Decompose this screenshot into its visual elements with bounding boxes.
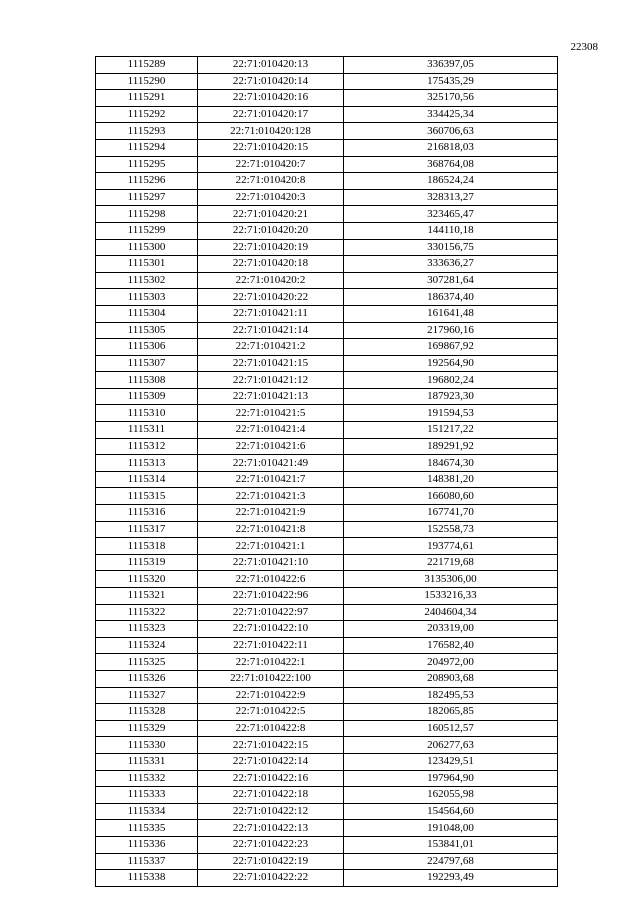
cadastral-value-cell: 217960,16 xyxy=(344,322,558,339)
row-number-cell: 1115333 xyxy=(96,787,198,804)
cadastral-value-cell: 123429,51 xyxy=(344,753,558,770)
row-number-cell: 1115316 xyxy=(96,505,198,522)
table-row xyxy=(96,870,558,887)
cadastral-value-cell: 189291,92 xyxy=(344,438,558,455)
cadastral-number-cell: 22:71:010421:7 xyxy=(198,471,344,488)
cadastral-value-cell: 192564,90 xyxy=(344,355,558,372)
cadastral-value-cell: 162055,98 xyxy=(344,787,558,804)
table-row xyxy=(96,770,558,787)
cadastral-value-cell: 328313,27 xyxy=(344,189,558,206)
cadastral-value-cell: 153841,01 xyxy=(344,836,558,853)
table-row xyxy=(96,670,558,687)
row-number-cell: 1115304 xyxy=(96,305,198,322)
cadastral-value-cell: 206277,63 xyxy=(344,737,558,754)
cadastral-value-cell: 182495,53 xyxy=(344,687,558,704)
row-number-cell: 1115299 xyxy=(96,222,198,239)
row-number-cell: 1115314 xyxy=(96,471,198,488)
cadastral-value-cell: 151217,22 xyxy=(344,422,558,439)
table-row xyxy=(96,704,558,721)
row-number-cell: 1115289 xyxy=(96,57,198,74)
row-number-cell: 1115298 xyxy=(96,206,198,223)
cadastral-number-cell: 22:71:010420:18 xyxy=(198,256,344,273)
cadastral-value-cell: 203319,00 xyxy=(344,621,558,638)
cadastral-number-cell: 22:71:010420:16 xyxy=(198,90,344,107)
row-number-cell: 1115297 xyxy=(96,189,198,206)
table-row xyxy=(96,438,558,455)
table-body xyxy=(96,57,558,887)
cadastral-number-cell: 22:71:010422:6 xyxy=(198,571,344,588)
cadastral-value-cell: 325170,56 xyxy=(344,90,558,107)
table-row xyxy=(96,422,558,439)
table-row xyxy=(96,322,558,339)
cadastral-number-cell: 22:71:010422:22 xyxy=(198,870,344,887)
cadastral-value-cell: 176582,40 xyxy=(344,637,558,654)
table-row xyxy=(96,339,558,356)
table-row xyxy=(96,637,558,654)
table-row xyxy=(96,189,558,206)
row-number-cell: 1115331 xyxy=(96,753,198,770)
cadastral-number-cell: 22:71:010422:5 xyxy=(198,704,344,721)
cadastral-number-cell: 22:71:010422:13 xyxy=(198,820,344,837)
table-row xyxy=(96,57,558,74)
row-number-cell: 1115293 xyxy=(96,123,198,140)
table-row xyxy=(96,106,558,123)
cadastral-value-cell: 221719,68 xyxy=(344,554,558,571)
table-row xyxy=(96,256,558,273)
cadastral-number-cell: 22:71:010420:20 xyxy=(198,222,344,239)
cadastral-value-cell: 368764,08 xyxy=(344,156,558,173)
cadastral-number-cell: 22:71:010422:23 xyxy=(198,836,344,853)
cadastral-value-cell: 334425,34 xyxy=(344,106,558,123)
row-number-cell: 1115334 xyxy=(96,803,198,820)
row-number-cell: 1115309 xyxy=(96,388,198,405)
table-row xyxy=(96,239,558,256)
table-row xyxy=(96,173,558,190)
cadastral-number-cell: 22:71:010421:4 xyxy=(198,422,344,439)
row-number-cell: 1115323 xyxy=(96,621,198,638)
cadastral-value-cell: 186374,40 xyxy=(344,289,558,306)
table-row xyxy=(96,720,558,737)
table-row xyxy=(96,372,558,389)
cadastral-number-cell: 22:71:010420:8 xyxy=(198,173,344,190)
cadastral-number-cell: 22:71:010421:3 xyxy=(198,488,344,505)
cadastral-value-cell: 144110,18 xyxy=(344,222,558,239)
row-number-cell: 1115303 xyxy=(96,289,198,306)
cadastral-value-cell: 187923,30 xyxy=(344,388,558,405)
row-number-cell: 1115302 xyxy=(96,272,198,289)
row-number-cell: 1115307 xyxy=(96,355,198,372)
table-row xyxy=(96,405,558,422)
row-number-cell: 1115308 xyxy=(96,372,198,389)
row-number-cell: 1115326 xyxy=(96,670,198,687)
cadastral-number-cell: 22:71:010420:17 xyxy=(198,106,344,123)
table-row xyxy=(96,139,558,156)
cadastral-number-cell: 22:71:010422:96 xyxy=(198,588,344,605)
table-row xyxy=(96,820,558,837)
row-number-cell: 1115305 xyxy=(96,322,198,339)
row-number-cell: 1115320 xyxy=(96,571,198,588)
cadastral-number-cell: 22:71:010422:9 xyxy=(198,687,344,704)
cadastral-number-cell: 22:71:010421:2 xyxy=(198,339,344,356)
row-number-cell: 1115325 xyxy=(96,654,198,671)
cadastral-number-cell: 22:71:010421:1 xyxy=(198,538,344,555)
row-number-cell: 1115296 xyxy=(96,173,198,190)
table-row xyxy=(96,505,558,522)
cadastral-number-cell: 22:71:010420:2 xyxy=(198,272,344,289)
table-row xyxy=(96,222,558,239)
row-number-cell: 1115322 xyxy=(96,604,198,621)
row-number-cell: 1115290 xyxy=(96,73,198,90)
cadastral-number-cell: 22:71:010420:7 xyxy=(198,156,344,173)
cadastral-value-cell: 1533216,33 xyxy=(344,588,558,605)
cadastral-value-cell: 192293,49 xyxy=(344,870,558,887)
table-row xyxy=(96,687,558,704)
cadastral-value-cell: 3135306,00 xyxy=(344,571,558,588)
row-number-cell: 1115335 xyxy=(96,820,198,837)
cadastral-value-cell: 307281,64 xyxy=(344,272,558,289)
cadastral-value-cell: 360706,63 xyxy=(344,123,558,140)
row-number-cell: 1115310 xyxy=(96,405,198,422)
cadastral-value-cell: 208903,68 xyxy=(344,670,558,687)
row-number-cell: 1115338 xyxy=(96,870,198,887)
cadastral-number-cell: 22:71:010420:128 xyxy=(198,123,344,140)
row-number-cell: 1115319 xyxy=(96,554,198,571)
row-number-cell: 1115315 xyxy=(96,488,198,505)
table-row xyxy=(96,272,558,289)
cadastral-number-cell: 22:71:010421:11 xyxy=(198,305,344,322)
table-row xyxy=(96,206,558,223)
row-number-cell: 1115332 xyxy=(96,770,198,787)
table-row xyxy=(96,156,558,173)
table-row xyxy=(96,787,558,804)
row-number-cell: 1115295 xyxy=(96,156,198,173)
cadastral-value-cell: 323465,47 xyxy=(344,206,558,223)
cadastral-number-cell: 22:71:010422:16 xyxy=(198,770,344,787)
cadastral-number-cell: 22:71:010422:11 xyxy=(198,637,344,654)
cadastral-value-cell: 224797,68 xyxy=(344,853,558,870)
cadastral-number-cell: 22:71:010422:100 xyxy=(198,670,344,687)
table-row xyxy=(96,488,558,505)
cadastral-value-cell: 161641,48 xyxy=(344,305,558,322)
cadastral-value-cell: 216818,03 xyxy=(344,139,558,156)
cadastral-value-cell: 167741,70 xyxy=(344,505,558,522)
cadastral-value-cell: 336397,05 xyxy=(344,57,558,74)
row-number-cell: 1115330 xyxy=(96,737,198,754)
cadastral-value-cell: 197964,90 xyxy=(344,770,558,787)
cadastral-number-cell: 22:71:010422:15 xyxy=(198,737,344,754)
cadastral-number-cell: 22:71:010420:3 xyxy=(198,189,344,206)
table-row xyxy=(96,455,558,472)
cadastral-number-cell: 22:71:010420:19 xyxy=(198,239,344,256)
table-row xyxy=(96,604,558,621)
page-number: 22308 xyxy=(570,41,598,53)
row-number-cell: 1115292 xyxy=(96,106,198,123)
cadastral-number-cell: 22:71:010421:13 xyxy=(198,388,344,405)
cadastral-value-cell: 154564,60 xyxy=(344,803,558,820)
cadastral-value-cell: 169867,92 xyxy=(344,339,558,356)
cadastral-value-cell: 191048,00 xyxy=(344,820,558,837)
table-row xyxy=(96,289,558,306)
row-number-cell: 1115337 xyxy=(96,853,198,870)
cadastral-value-table xyxy=(95,56,558,887)
row-number-cell: 1115312 xyxy=(96,438,198,455)
cadastral-number-cell: 22:71:010422:1 xyxy=(198,654,344,671)
table-row xyxy=(96,654,558,671)
cadastral-number-cell: 22:71:010422:10 xyxy=(198,621,344,638)
cadastral-value-cell: 191594,53 xyxy=(344,405,558,422)
cadastral-number-cell: 22:71:010421:10 xyxy=(198,554,344,571)
row-number-cell: 1115313 xyxy=(96,455,198,472)
row-number-cell: 1115311 xyxy=(96,422,198,439)
table-row xyxy=(96,521,558,538)
table-row xyxy=(96,853,558,870)
cadastral-number-cell: 22:71:010420:13 xyxy=(198,57,344,74)
row-number-cell: 1115321 xyxy=(96,588,198,605)
table-row xyxy=(96,836,558,853)
table-row xyxy=(96,803,558,820)
table-row xyxy=(96,571,558,588)
cadastral-number-cell: 22:71:010420:15 xyxy=(198,139,344,156)
cadastral-number-cell: 22:71:010422:8 xyxy=(198,720,344,737)
cadastral-number-cell: 22:71:010421:8 xyxy=(198,521,344,538)
cadastral-number-cell: 22:71:010422:97 xyxy=(198,604,344,621)
cadastral-number-cell: 22:71:010422:12 xyxy=(198,803,344,820)
cadastral-number-cell: 22:71:010420:22 xyxy=(198,289,344,306)
row-number-cell: 1115329 xyxy=(96,720,198,737)
row-number-cell: 1115306 xyxy=(96,339,198,356)
row-number-cell: 1115318 xyxy=(96,538,198,555)
cadastral-number-cell: 22:71:010420:14 xyxy=(198,73,344,90)
cadastral-number-cell: 22:71:010422:19 xyxy=(198,853,344,870)
table-row xyxy=(96,388,558,405)
table-row xyxy=(96,471,558,488)
table-row xyxy=(96,123,558,140)
cadastral-number-cell: 22:71:010421:15 xyxy=(198,355,344,372)
row-number-cell: 1115328 xyxy=(96,704,198,721)
cadastral-number-cell: 22:71:010421:9 xyxy=(198,505,344,522)
cadastral-value-cell: 152558,73 xyxy=(344,521,558,538)
cadastral-value-cell: 148381,20 xyxy=(344,471,558,488)
row-number-cell: 1115300 xyxy=(96,239,198,256)
table-row xyxy=(96,305,558,322)
cadastral-value-cell: 186524,24 xyxy=(344,173,558,190)
row-number-cell: 1115301 xyxy=(96,256,198,273)
cadastral-value-cell: 184674,30 xyxy=(344,455,558,472)
row-number-cell: 1115317 xyxy=(96,521,198,538)
cadastral-value-cell: 182065,85 xyxy=(344,704,558,721)
cadastral-number-cell: 22:71:010420:21 xyxy=(198,206,344,223)
cadastral-value-cell: 333636,27 xyxy=(344,256,558,273)
table-row xyxy=(96,588,558,605)
row-number-cell: 1115324 xyxy=(96,637,198,654)
cadastral-value-cell: 196802,24 xyxy=(344,372,558,389)
row-number-cell: 1115294 xyxy=(96,139,198,156)
cadastral-value-cell: 175435,29 xyxy=(344,73,558,90)
table-row xyxy=(96,621,558,638)
table-row xyxy=(96,737,558,754)
cadastral-value-cell: 166080,60 xyxy=(344,488,558,505)
cadastral-number-cell: 22:71:010421:12 xyxy=(198,372,344,389)
table-row xyxy=(96,554,558,571)
cadastral-number-cell: 22:71:010421:14 xyxy=(198,322,344,339)
cadastral-value-cell: 2404604,34 xyxy=(344,604,558,621)
table-row xyxy=(96,73,558,90)
row-number-cell: 1115327 xyxy=(96,687,198,704)
cadastral-number-cell: 22:71:010421:49 xyxy=(198,455,344,472)
cadastral-value-cell: 204972,00 xyxy=(344,654,558,671)
cadastral-number-cell: 22:71:010421:5 xyxy=(198,405,344,422)
cadastral-value-cell: 330156,75 xyxy=(344,239,558,256)
table-row xyxy=(96,355,558,372)
cadastral-value-cell: 160512,57 xyxy=(344,720,558,737)
row-number-cell: 1115336 xyxy=(96,836,198,853)
cadastral-number-cell: 22:71:010422:18 xyxy=(198,787,344,804)
cadastral-number-cell: 22:71:010422:14 xyxy=(198,753,344,770)
table-row xyxy=(96,538,558,555)
table-row xyxy=(96,90,558,107)
table-row xyxy=(96,753,558,770)
row-number-cell: 1115291 xyxy=(96,90,198,107)
cadastral-number-cell: 22:71:010421:6 xyxy=(198,438,344,455)
cadastral-value-cell: 193774,61 xyxy=(344,538,558,555)
